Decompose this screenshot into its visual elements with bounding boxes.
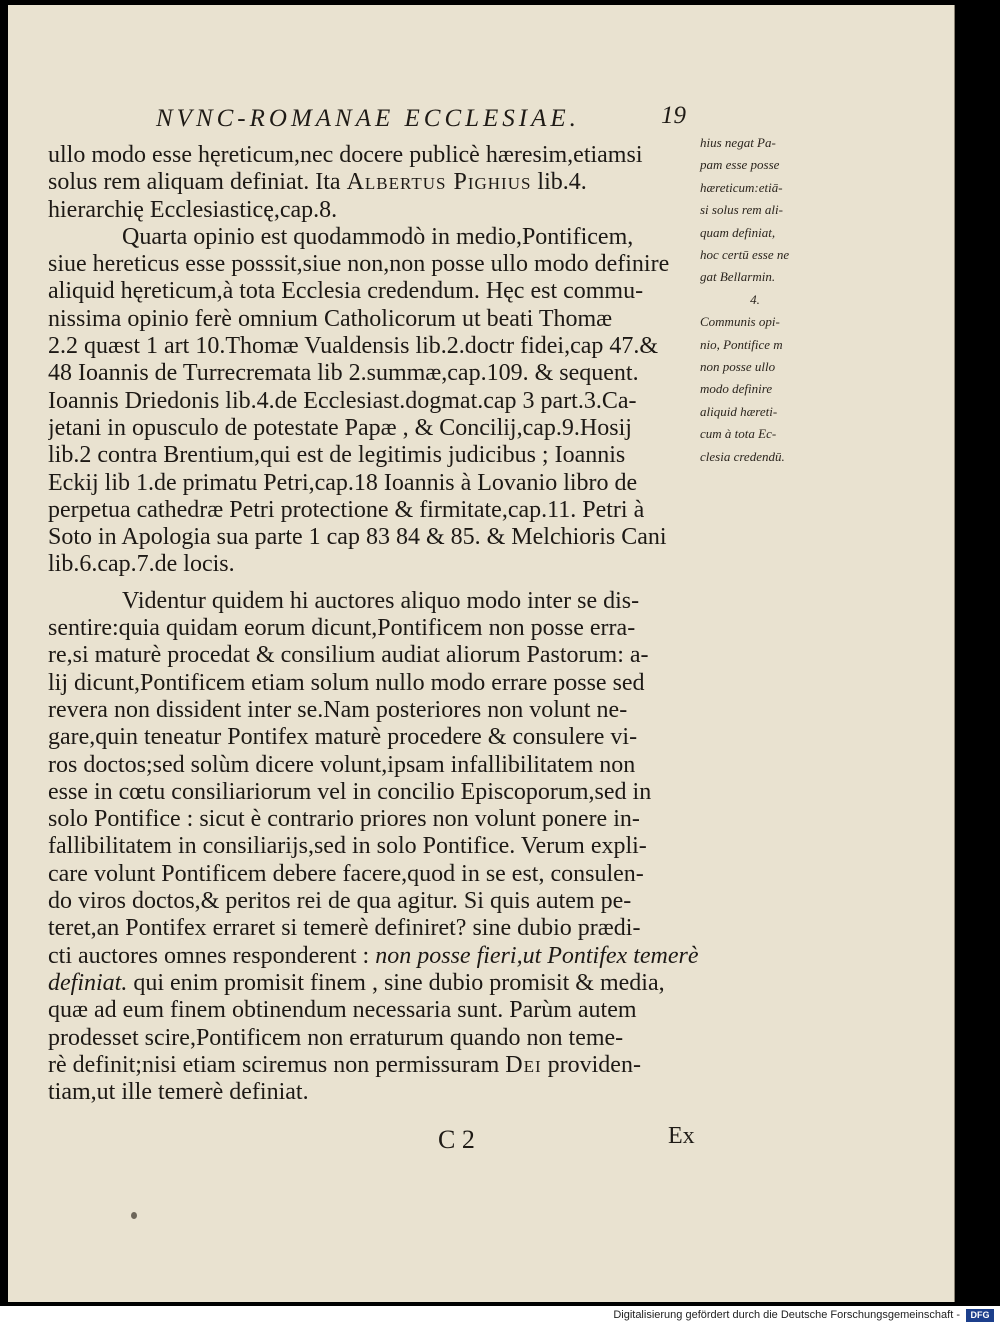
text-line: ros doctos;sed solùm dicere volunt,ipsam infallibilitatem non <box>48 751 636 778</box>
text-line: fallibilitatem in consiliarijs,sed in solo Pontifice. Verum expli- <box>48 833 647 860</box>
text-line: lib.6.cap.7.de locis. <box>48 551 235 578</box>
text-line: sentire:quia quidam eorum dicunt,Pontificem non posse erra- <box>48 615 636 642</box>
text-line: revera non dissident inter se.Nam posteriores non volunt ne- <box>48 696 628 723</box>
margin-note-line: si solus rem ali- <box>700 202 783 218</box>
margin-note-number: 4. <box>750 291 760 307</box>
text-line: Soto in Apologia sua parte 1 cap 83 84 & 85. & Melchioris Cani <box>48 524 667 551</box>
digitization-footer <box>0 1306 1000 1326</box>
text-line: care volunt Pontificem debere facere,quod in se est, consulen- <box>48 860 644 887</box>
text-line: gare,quin teneatur Pontifex maturè procedere & consulere vi- <box>48 724 638 751</box>
text-line: do viros doctos,& peritos rei de qua agitur. Si quis autem pe- <box>48 888 632 915</box>
margin-note-line: clesia credendū. <box>700 448 785 464</box>
signature-mark: C 2 <box>438 1125 475 1154</box>
text-line: cti auctores omnes responderent : non posse fieri,ut Pontifex temerè <box>48 942 699 969</box>
text-line: solus rem aliquam definiat. Ita Albertus Pighius lib.4. <box>48 169 587 196</box>
text-line: 2.2 quæst 1 art 10.Thomæ Vualdensis lib.2.doctr fidei,cap 47.& <box>48 333 659 360</box>
text-line: 48 Ioannis de Turrecremata lib 2.summæ,cap.109. & sequent. <box>48 360 639 387</box>
text-line: prodesset scire,Pontificem non erraturum quando non teme- <box>48 1024 624 1051</box>
text-line: ullo modo esse hęreticum,nec docere publicè hæresim,etiamsi <box>48 142 643 168</box>
paragraph-start-line: Quarta opinio est quodammodò in medio,Pontificem, <box>122 223 634 250</box>
digitization-notice: Digitalisierung gefördert durch die Deutsche Forschungsgemeinschaft - <box>613 1309 960 1321</box>
margin-note-line: non posse ullo <box>700 359 776 375</box>
margin-note-line: hæreticum:etiā- <box>700 179 783 195</box>
page-number: 19 <box>661 102 686 129</box>
running-head: NVNC-ROMANAE ECCLESIAE. <box>156 105 580 132</box>
margin-note-line: nio, Pontifice m <box>700 336 783 352</box>
text-line: rè definit;nisi etiam sciremus non permissuram Dei providen- <box>48 1051 641 1078</box>
text-line: aliquid hęreticum,à tota Ecclesia credendum. Hęc est commu- <box>48 278 644 305</box>
text-line: nissima opinio ferè omnium Catholicorum ut beati Thomæ <box>48 305 613 332</box>
margin-note-line: hius negat Pa- <box>700 135 776 150</box>
text-line: quæ ad eum finem obtinendum necessaria sunt. Parùm autem <box>48 997 637 1024</box>
text-line: tiam,ut ille temerè definiat. <box>48 1079 309 1106</box>
italic-quote: non posse fieri,ut Pontifex temerè <box>375 942 699 969</box>
margin-note-line: aliquid hæreti- <box>700 403 778 419</box>
paper-speck <box>131 1212 137 1219</box>
text-line: definiat. qui enim promisit finem , sine dubio promisit & media, <box>48 969 665 996</box>
margin-note-line: pam esse posse <box>700 157 780 173</box>
margin-notes <box>700 132 828 468</box>
body-text <box>48 142 700 1106</box>
text-line: lib.2 contra Brentium,qui est de legitimis judicibus ; Ioannis <box>48 442 626 469</box>
paragraph-start-line: Videntur quidem hi auctores aliquo modo inter se dis- <box>122 587 640 614</box>
text-line: siue hereticus esse posssit,siue non,non posse ullo modo definire <box>48 251 670 278</box>
catchword: Ex <box>668 1123 695 1149</box>
text-line: re,si maturè procedat & consilium audiat aliorum Pastorum: a- <box>48 642 649 669</box>
text-line: esse in cœtu consiliariorum vel in concilio Episcoporum,sed in <box>48 778 652 805</box>
margin-note-line: gat Bellarmin. <box>700 269 776 285</box>
text-line: jetani in opusculo de potestate Papæ , & Concilij,cap.9.Hosij <box>48 414 632 441</box>
text-line: perpetua cathedræ Petri protectione & firmitate,cap.11. Petri à <box>48 496 645 523</box>
italic-quote: definiat. <box>48 969 128 996</box>
book-page <box>8 5 955 1302</box>
margin-note-line: hoc certū esse ne <box>700 247 790 263</box>
margin-note-line: Communis opi- <box>700 314 780 330</box>
dfg-logo-icon: DFG <box>966 1309 994 1322</box>
text-line: lij dicunt,Pontificem etiam solum nullo modo errare posse sed <box>48 669 645 696</box>
text-line: teret,an Pontifex erraret si temerè definiret? sine dubio prædi- <box>48 915 641 942</box>
text-line: Eckij lib 1.de primatu Petri,cap.18 Ioannis à Lovanio libro de <box>48 469 638 496</box>
dei-word: Dei <box>505 1051 542 1078</box>
margin-note-line: quam definiat, <box>700 224 776 240</box>
text-line: solo Pontifice : sicut è contrario priores non volunt ponere in- <box>48 806 640 833</box>
text-line: hierarchię Ecclesiasticę,cap.8. <box>48 196 338 223</box>
author-name: Albertus Pighius <box>346 169 532 196</box>
margin-note-line: modo definire <box>700 381 773 397</box>
text-line: Ioannis Driedonis lib.4.de Ecclesiast.dogmat.cap 3 part.3.Ca- <box>48 387 637 414</box>
margin-note-line: cum à tota Ec- <box>700 426 777 442</box>
